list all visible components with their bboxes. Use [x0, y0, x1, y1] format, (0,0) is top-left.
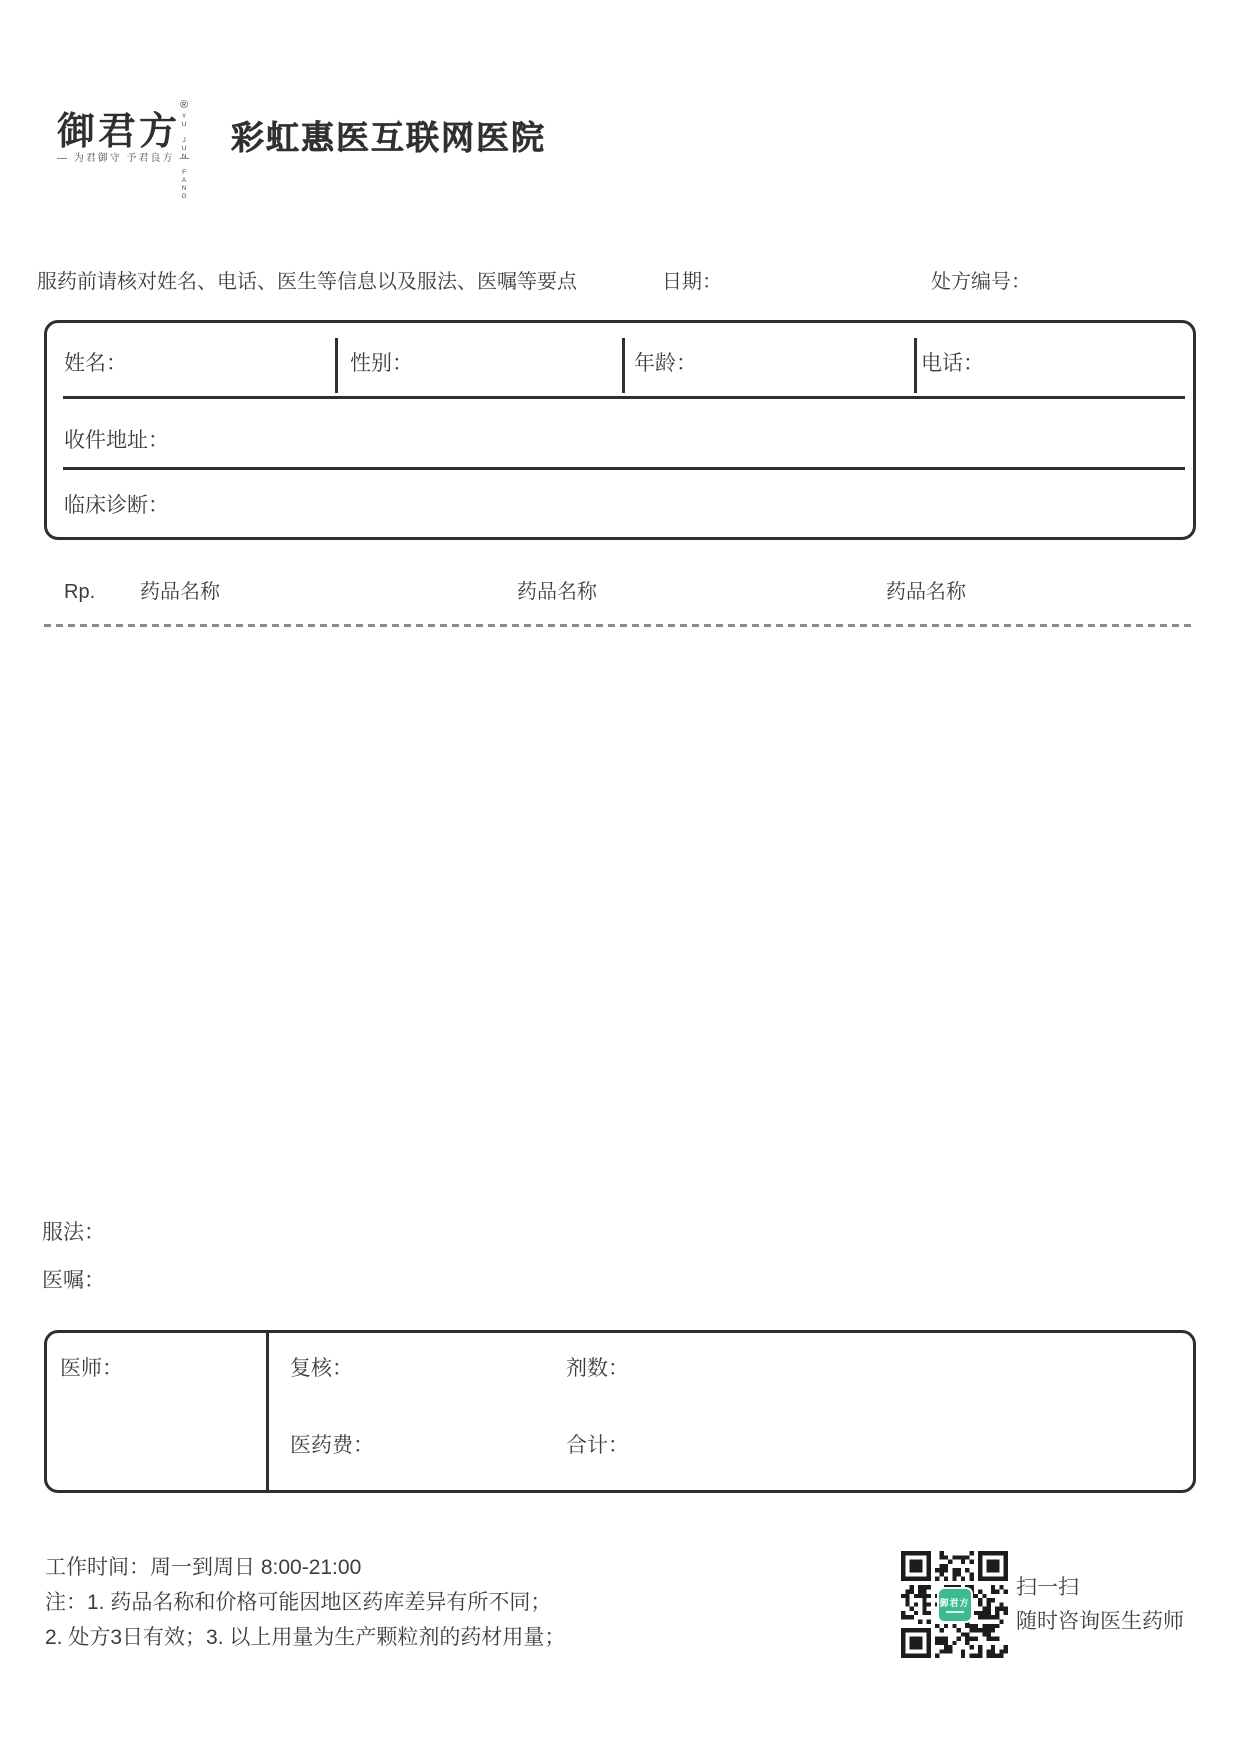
diagnosis-label: 临床诊断：	[64, 494, 169, 517]
advice-label: 医嘱：	[42, 1269, 105, 1292]
qr-code	[901, 1551, 1008, 1658]
column-divider	[335, 338, 338, 393]
working-hours: 工作时间：周一到周日 8:00-21:00	[45, 1556, 362, 1579]
patient-phone-label: 电话：	[921, 352, 984, 375]
rx-number-label: 处方编号：	[931, 271, 1031, 293]
rx-dashed-separator	[44, 624, 1196, 627]
signature-box	[44, 1330, 1196, 1493]
column-divider	[914, 338, 917, 393]
doctor-label: 医师：	[60, 1357, 123, 1380]
qr-scan-title: 扫一扫	[1016, 1576, 1079, 1599]
address-label: 收件地址：	[64, 429, 169, 452]
row-divider	[63, 396, 1185, 399]
patient-name-label: 姓名：	[64, 352, 127, 375]
qr-center-logo	[937, 1587, 973, 1623]
hospital-name: 彩虹惠医互联网医院	[231, 119, 546, 156]
doses-label: 剂数：	[566, 1357, 629, 1380]
qr-scan-subtitle: 随时咨询医生药师	[1016, 1610, 1184, 1633]
rp-label: Rp.	[64, 581, 96, 603]
drug-name-column-header: 药品名称	[886, 581, 966, 603]
review-label: 复核：	[290, 1357, 353, 1380]
patient-info-box	[44, 320, 1196, 540]
row-divider	[63, 467, 1185, 470]
patient-gender-label: 性别：	[350, 352, 413, 375]
qr-logo-bar	[946, 1611, 964, 1613]
brand-pinyin: YU JUN FANG	[180, 113, 188, 201]
qr-logo-text: 御君方	[939, 1598, 970, 1608]
drug-name-column-header: 药品名称	[517, 581, 597, 603]
usage-label: 服法：	[42, 1221, 105, 1244]
registered-trademark-icon: ®	[180, 99, 189, 111]
footer-note-1: 注：1. 药品名称和价格可能因地区药库差异有所不同；	[45, 1591, 552, 1614]
total-label: 合计：	[566, 1434, 629, 1457]
date-label: 日期：	[662, 271, 722, 293]
brand-name: 御君方	[57, 108, 181, 153]
footer-note-2: 2. 处方3日有效；3. 以上用量为生产颗粒剂的药材用量；	[45, 1626, 566, 1649]
patient-age-label: 年龄：	[634, 352, 697, 375]
drug-name-column-header: 药品名称	[140, 581, 220, 603]
column-divider	[622, 338, 625, 393]
signature-column-divider	[266, 1333, 269, 1490]
brand-tagline: — 为君御守 予君良方 —	[57, 153, 192, 164]
check-notice: 服药前请核对姓名、电话、医生等信息以及服法、医嘱等要点	[37, 271, 577, 293]
fee-label: 医药费：	[290, 1434, 374, 1457]
